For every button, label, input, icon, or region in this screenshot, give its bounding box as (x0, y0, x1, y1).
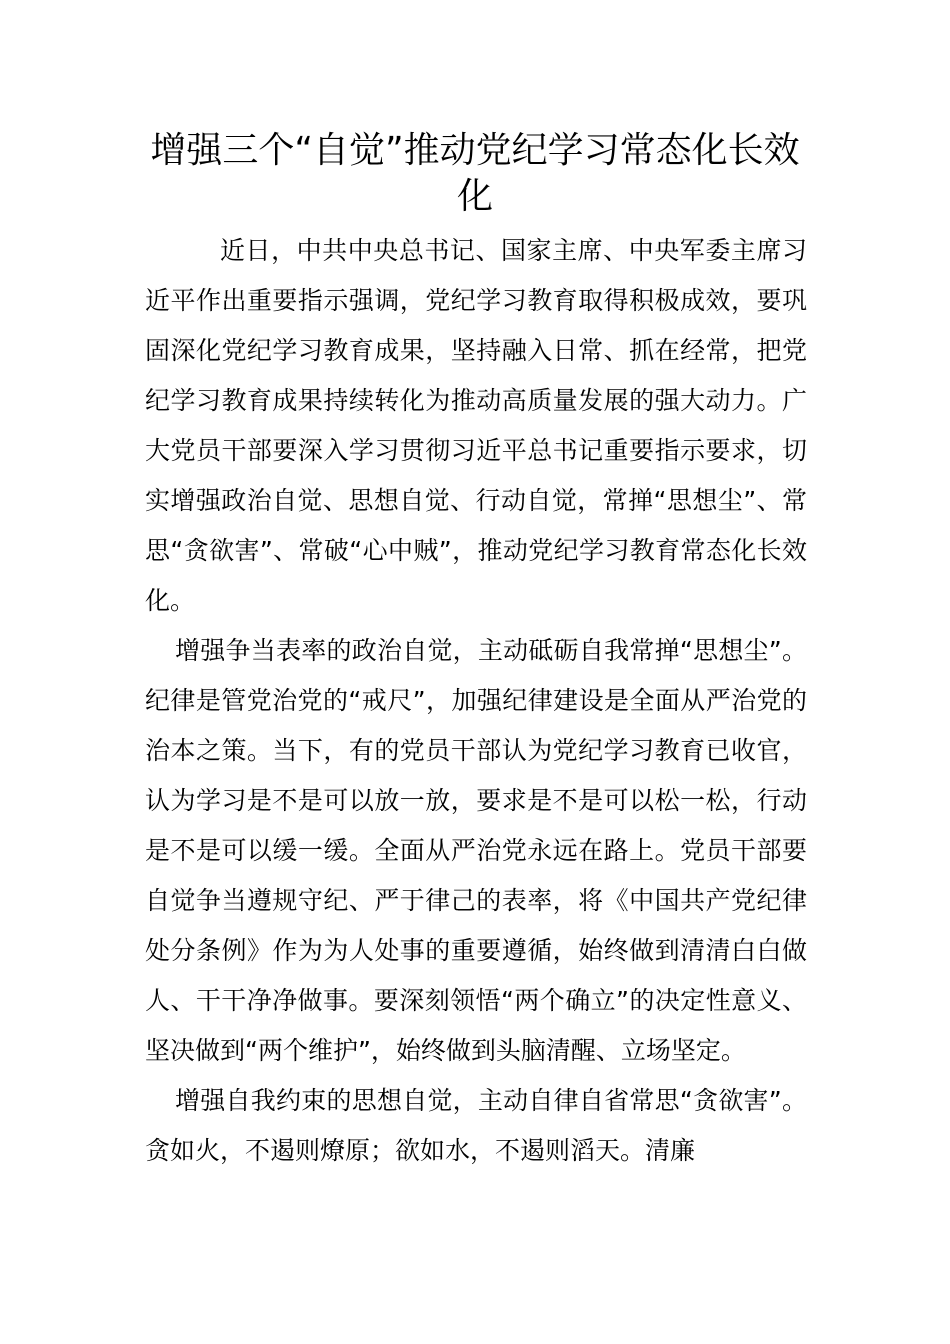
document-body (145, 226, 807, 1176)
paragraph-ideological-consciousness: 增强自我约束的思想自觉，主动自律自省常思“贪欲害”。贪如火，不遏则燎原；欲如水，不遏则滔天。清廉 (145, 1086, 807, 1165)
document-title: 增强三个“自觉”推动党纪学习常态化长效化 (150, 130, 800, 217)
paragraph-intro: 近日，中共中央总书记、国家主席、中央军委主席习近平作出重要指示强调，党纪学习教育取得积极成效，要巩固深化党纪学习教育成果，坚持融入日常、抓在经常，把党纪学习教育成果持续转化为推动高质量发展的强大动力。广大党员干部要深入学习贯彻习近平总书记重要指示要求，切实增强政治自觉、思想自觉、行动自觉，常掸“思想尘”、常思“贪欲害”、常破“心中贼”，推动党纪学习教育常态化长效化。 (145, 236, 807, 615)
paragraph-political-consciousness: 增强争当表率的政治自觉，主动砥砺自我常掸“思想尘”。纪律是管党治党的“戒尺”，加强纪律建设是全面从严治党的治本之策。当下，有的党员干部认为党纪学习教育已收官，认为学习是不是可以放一放，要求是不是可以松一松，行动是不是可以缓一缓。全面从严治党永远在路上。党员干部要自觉争当遵规守纪、严于律己的表率，将《中国共产党纪律处分条例》作为为人处事的重要遵循，始终做到清清白白做人、干干净净做事。要深刻领悟“两个确立”的决定性意义、坚决做到“两个维护”，始终做到头脑清醒、立场坚定。 (145, 636, 807, 1065)
